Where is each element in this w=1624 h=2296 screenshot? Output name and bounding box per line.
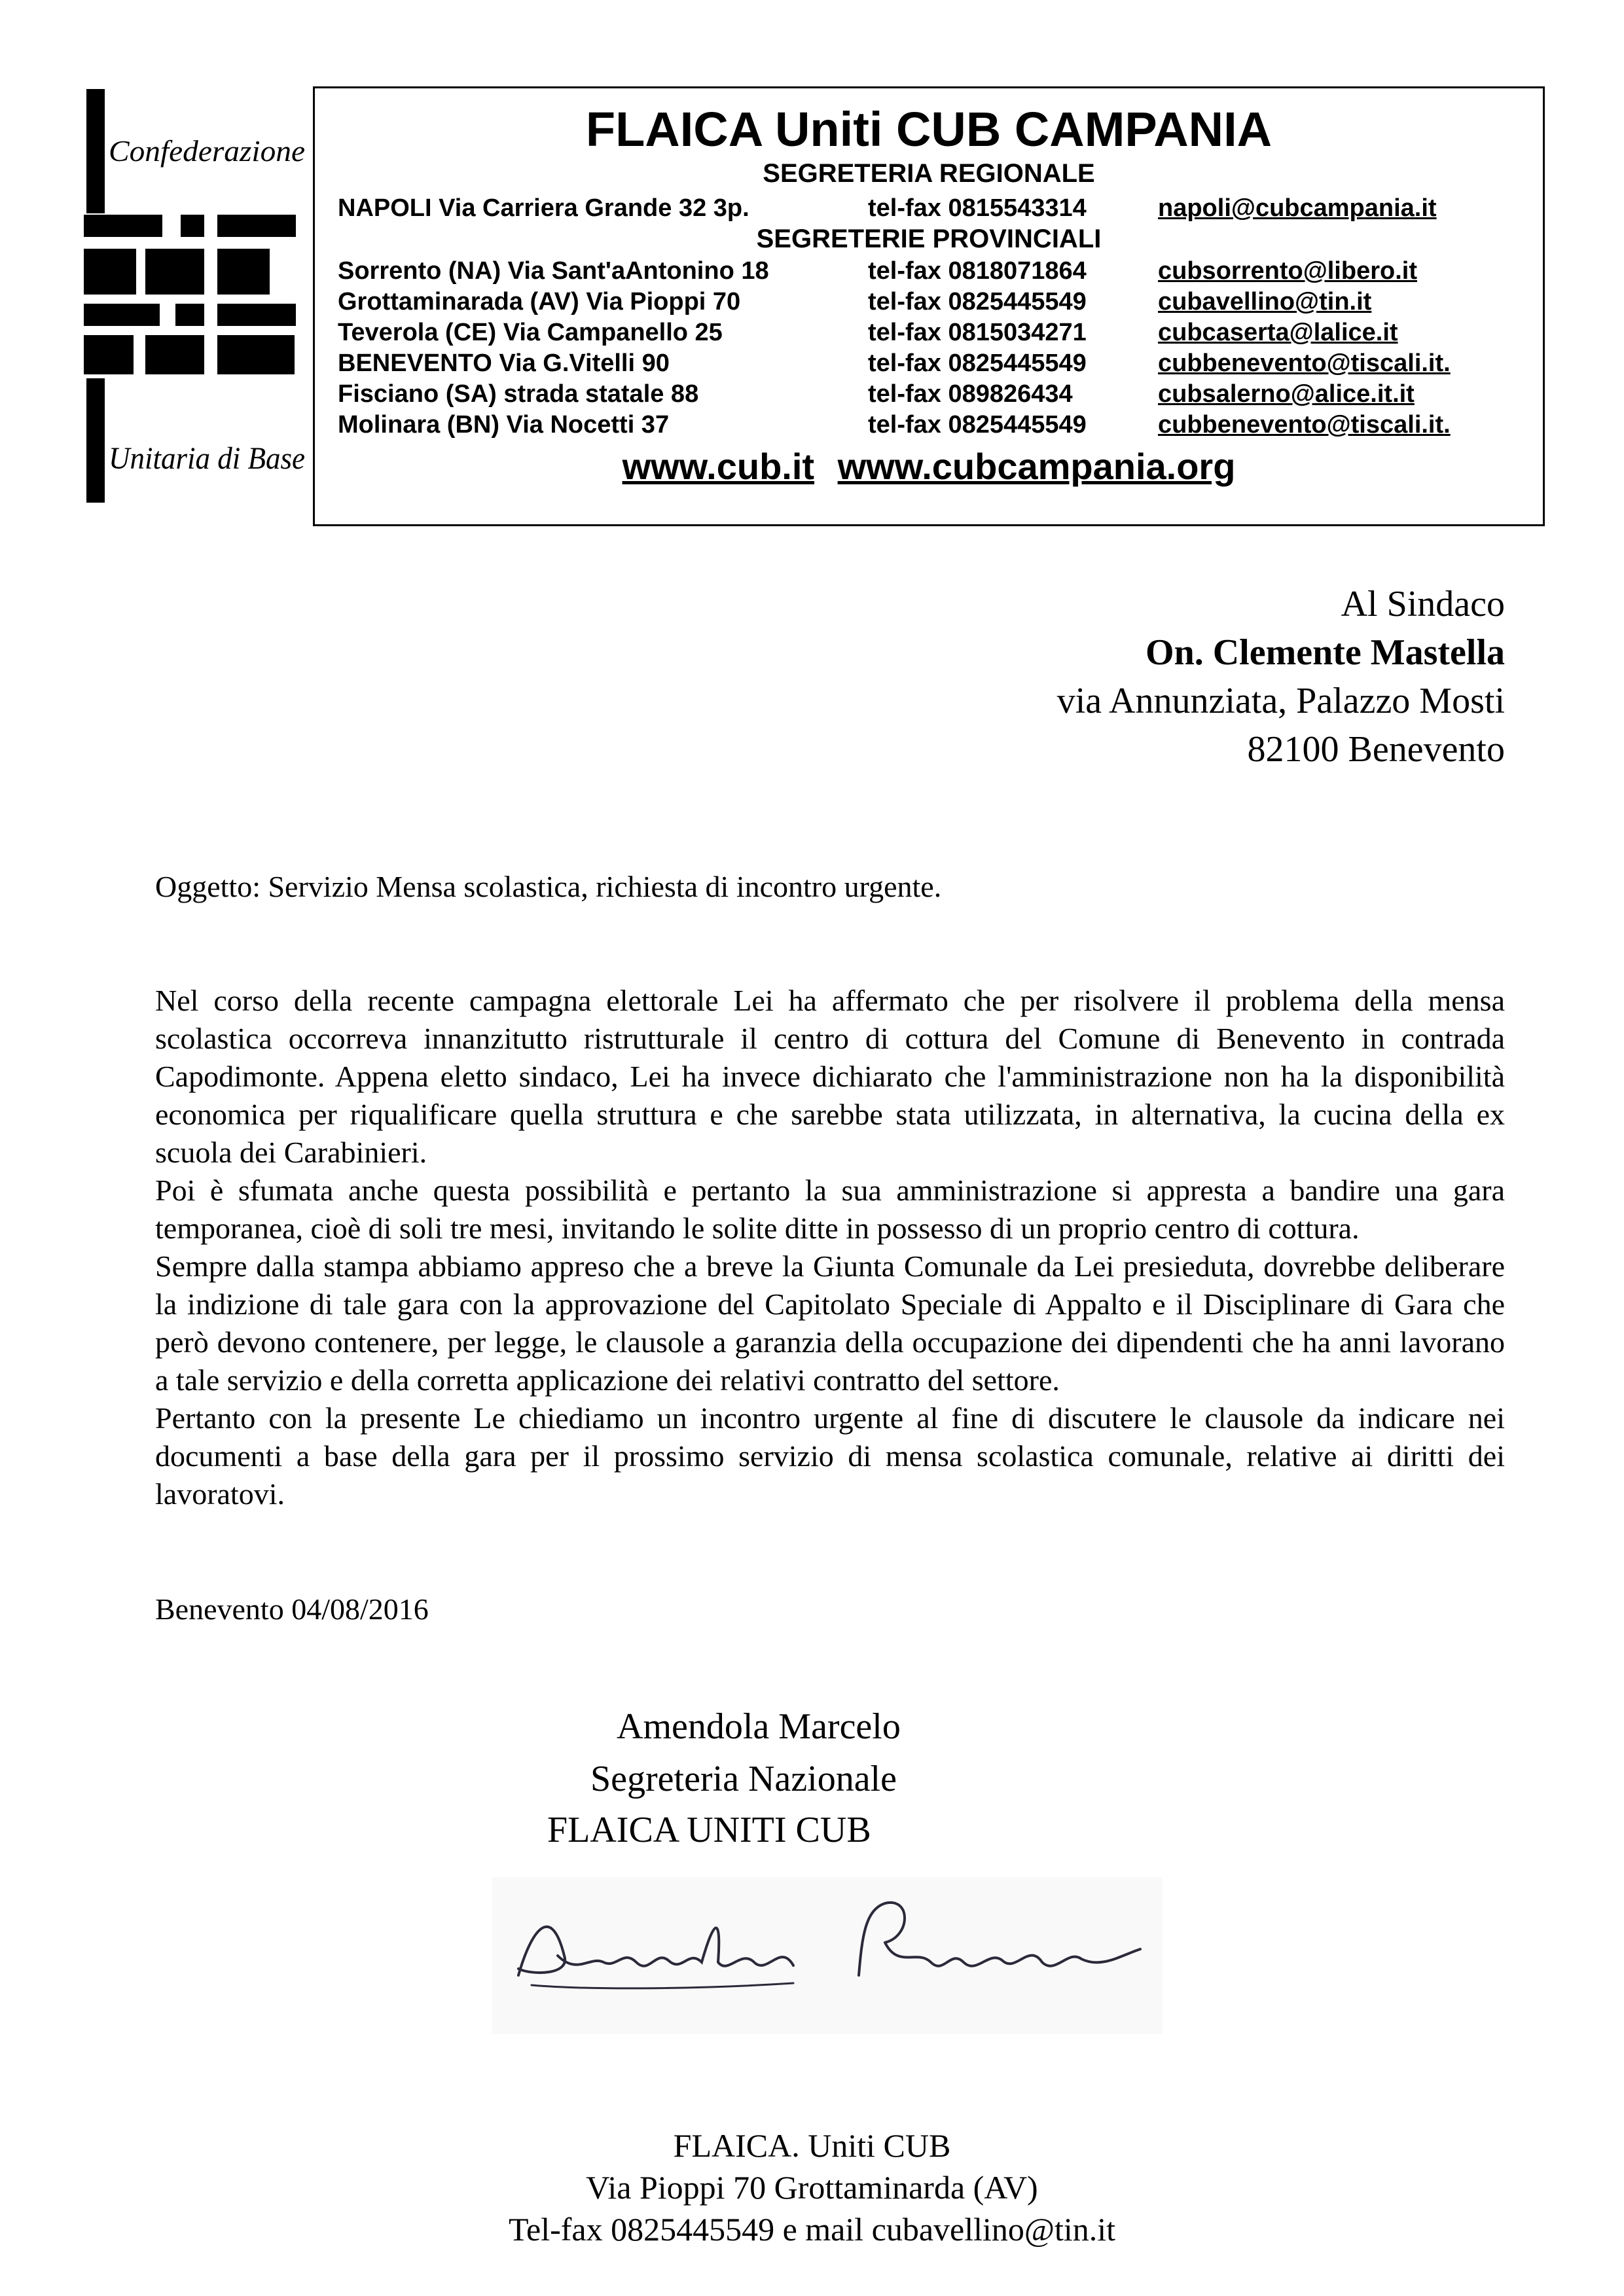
recipient-address: via Annunziata, Palazzo Mosti xyxy=(1056,681,1505,721)
body-paragraph: Nel corso della recente campagna elettorale Lei ha affermato che per risolvere il problema della mensa scolastica occorreva innanzitutto ristrutturale il centro di cottura del Comune di Benevento in contrada Capodimonte. Appena eletto sindaco, Lei ha invece dichiarato che l'amministrazione non ha la disponibilità economica per riqualificare quella struttura e che sarebbe stata utilizzata, in alternativa, la cucina della ex scuola dei Carabinieri. xyxy=(155,984,1505,1169)
handwritten-signature xyxy=(492,1877,1163,2034)
office-address: Fisciano (SA) strada statale 88 xyxy=(338,380,699,408)
office-tel: tel-fax 0818071864 xyxy=(868,257,1087,285)
letter-subject: Oggetto: Servizio Mensa scolastica, richiesta di incontro urgente. xyxy=(155,870,942,903)
provincial-heading: SEGRETERIE PROVINCIALI xyxy=(756,224,1102,253)
letterhead-box xyxy=(313,86,1545,526)
recipient-name: On. Clemente Mastella xyxy=(1146,632,1505,673)
letterhead-title: FLAICA Uniti CUB CAMPANIA xyxy=(585,102,1272,156)
signatory-org: FLAICA UNITI CUB xyxy=(547,1810,871,1850)
regional-heading: SEGRETERIA REGIONALE xyxy=(763,159,1095,188)
office-tel: tel-fax 0825445549 xyxy=(868,411,1087,439)
office-address: Grottaminarada (AV) Via Pioppi 70 xyxy=(338,288,741,315)
office-email[interactable]: cubbenevento@tiscali.it. xyxy=(1158,350,1451,377)
body-paragraph: Poi è sfumata anche questa possibilità e pertanto la sua amministrazione si appresta a bandire una gara temporanea, cioè di soli tre mesi, invitando le solite ditte in possesso di un proprio centro di cottura. xyxy=(155,1174,1505,1245)
logo-bar-bottom xyxy=(86,378,105,503)
place-date: Benevento 04/08/2016 xyxy=(155,1592,429,1626)
office-tel: tel-fax 089826434 xyxy=(868,380,1073,408)
websites xyxy=(315,445,1543,488)
website-link-cubcampania[interactable]: www.cubcampania.org xyxy=(837,446,1236,487)
body-paragraph: Pertanto con la presente Le chiediamo un incontro urgente al fine di discutere le clausole da indicare nei documenti a base della gara per il prossimo servizio di mensa scolastica comunale, relative ai diritti dei lavoratovi. xyxy=(155,1401,1505,1511)
office-email[interactable]: cubcaserta@lalice.it xyxy=(1158,319,1398,346)
footer-contact: Tel-fax 0825445549 e mail cubavellino@tin.it xyxy=(508,2211,1116,2248)
office-email[interactable]: cubavellino@tin.it xyxy=(1158,288,1372,315)
logo-top-word: Confederazione xyxy=(109,134,305,168)
cub-logo xyxy=(77,84,310,511)
office-email[interactable]: napoli@cubcampania.it xyxy=(1158,194,1437,222)
recipient-city: 82100 Benevento xyxy=(1247,729,1505,770)
office-tel: tel-fax 0815034271 xyxy=(868,319,1087,346)
signatory-name: Amendola Marcelo xyxy=(617,1706,901,1747)
footer-address: Via Pioppi 70 Grottaminarda (AV) xyxy=(586,2169,1038,2206)
logo-bar-top xyxy=(86,89,105,213)
office-email[interactable]: cubbenevento@tiscali.it. xyxy=(1158,411,1451,439)
office-address: Teverola (CE) Via Campanello 25 xyxy=(338,319,723,346)
footer-org: FLAICA. Uniti CUB xyxy=(673,2127,951,2164)
recipient-title: Al Sindaco xyxy=(1341,584,1505,624)
office-tel: tel-fax 0825445549 xyxy=(868,288,1087,315)
body-paragraph: Sempre dalla stampa abbiamo appreso che a breve la Giunta Comunale da Lei presieduta, dovrebbe deliberare la indizione di tale gara con la approvazione del Capitolato Speciale di Appalto e il Disciplinare di Gara che però devono contenere, per legge, le clausole a garanzia della occupazione dei dipendenti che ha anni lavorano a tale servizio e della corretta applicazione dei relativi contratto del settore. xyxy=(155,1249,1505,1397)
office-email[interactable]: cubsorrento@libero.it xyxy=(1158,257,1417,285)
logo-bottom-word: Unitaria di Base xyxy=(109,441,305,476)
office-tel: tel-fax 0815543314 xyxy=(868,194,1087,222)
website-link-cub[interactable]: www.cub.it xyxy=(622,446,815,487)
office-address: BENEVENTO Via G.Vitelli 90 xyxy=(338,350,670,377)
letter-body xyxy=(155,982,1505,1513)
signatory-role: Segreteria Nazionale xyxy=(590,1759,897,1799)
office-address: Sorrento (NA) Via Sant'aAntonino 18 xyxy=(338,257,769,285)
office-email[interactable]: cubsalerno@alice.it.it xyxy=(1158,380,1415,408)
office-address: NAPOLI Via Carriera Grande 32 3p. xyxy=(338,194,749,222)
office-tel: tel-fax 0825445549 xyxy=(868,350,1087,377)
office-address: Molinara (BN) Via Nocetti 37 xyxy=(338,411,670,439)
